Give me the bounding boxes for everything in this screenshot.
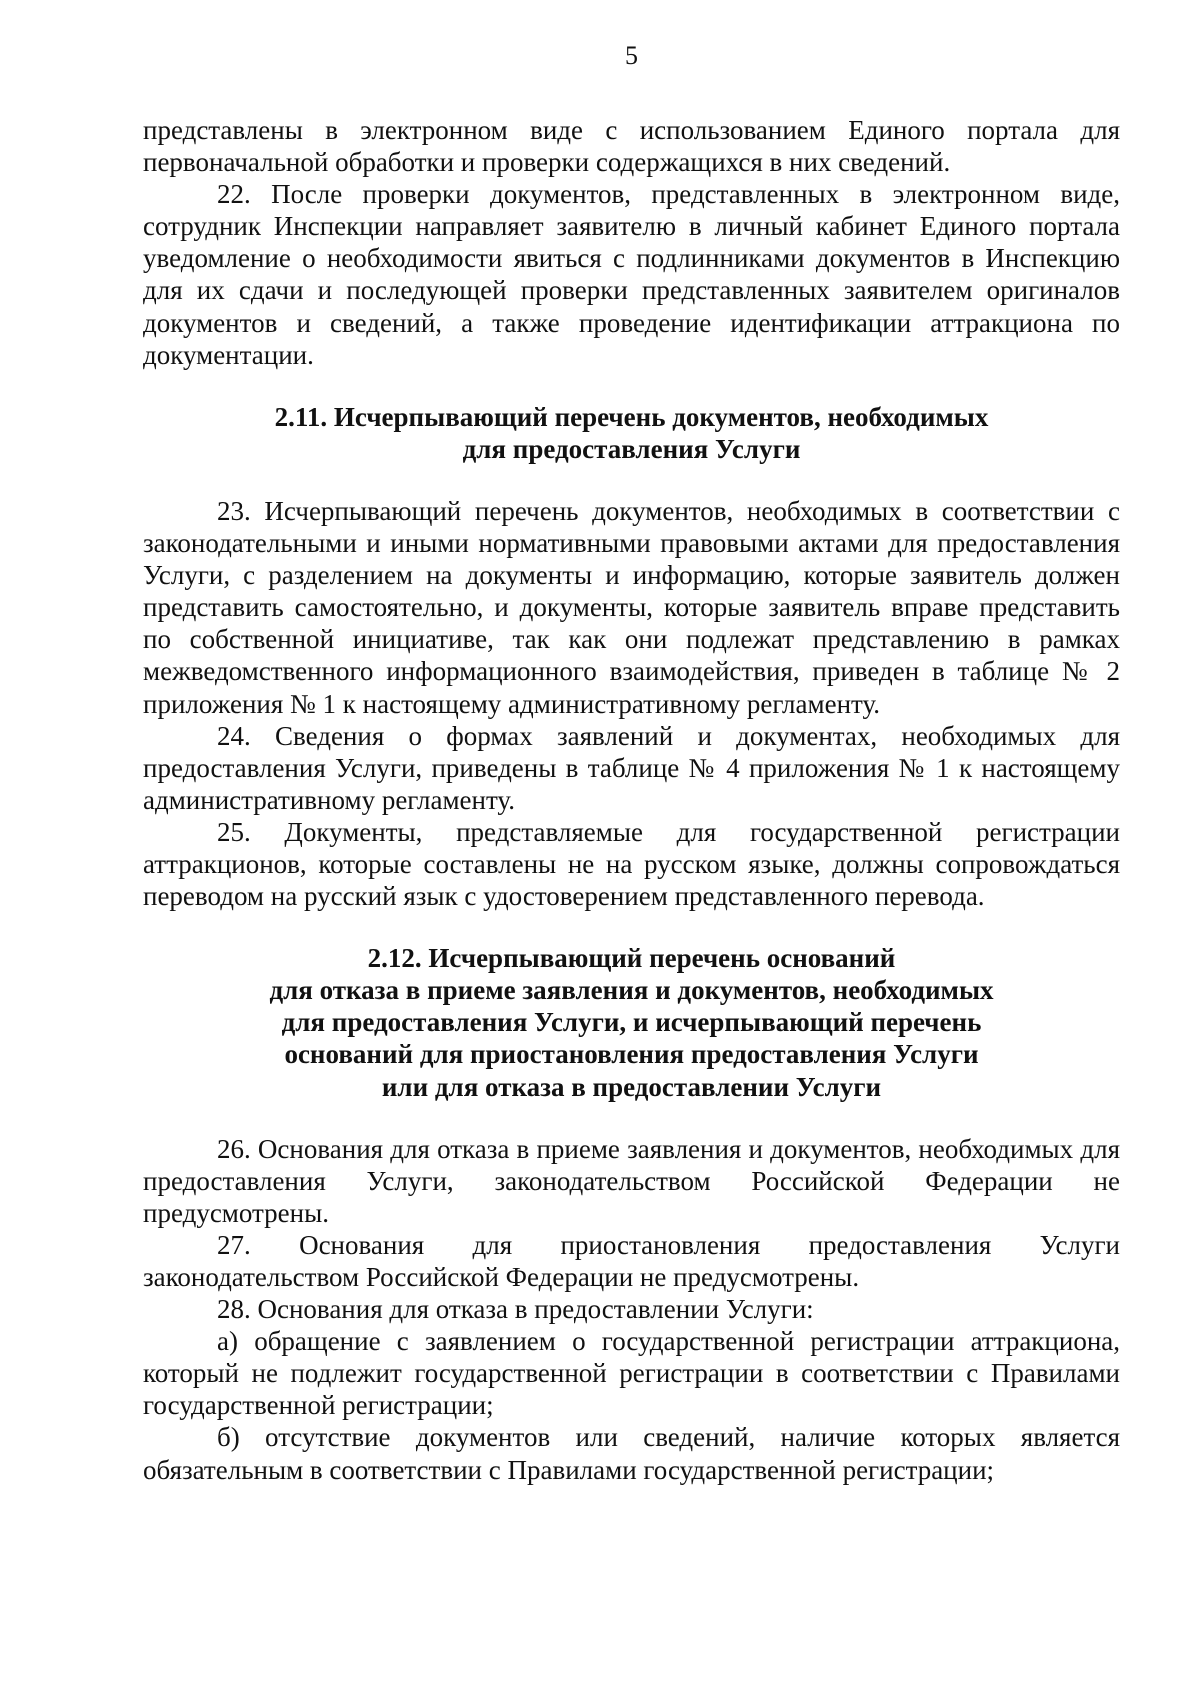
heading-line: или для отказа в предоставлении Услуги [381, 1071, 882, 1102]
paragraph-continuation: представлены в электронном виде с использованием Единого портала для первоначальной обработки и проверки содержащихся в них сведений. [143, 115, 1120, 178]
paragraph-26: 26. Основания для отказа в приеме заявления и документов, необходимых для предоставления Услуги, законодательством Российской Федерации не предусмотрены. [143, 1133, 1120, 1228]
document-page [143, 38, 1120, 1486]
paragraph-28: 28. Основания для отказа в предоставлении Услуги: [217, 1294, 814, 1325]
document-body [143, 114, 1120, 1486]
paragraph-27: 27. Основания для приостановления предоставления Услуги законодательством Российской Федерации не предусмотрены. [143, 1229, 1120, 1292]
heading-line: 2.11. Исчерпывающий перечень документов, необходимых [274, 401, 989, 432]
section-heading-2-12 [143, 942, 1120, 1102]
paragraph-25: 25. Документы, представляемые для государственной регистрации аттракционов, которые составлены не на русском языке, должны сопровождаться переводом на русский язык с удостоверением представленного перевода. [143, 816, 1120, 912]
section-heading-2-11 [143, 401, 1120, 465]
heading-line: для предоставления Услуги, и исчерпывающий перечень [281, 1007, 982, 1038]
paragraph-23: 23. Исчерпывающий перечень документов, необходимых в соответствии с законодательными и иными нормативными правовыми актами для предоставления Услуги, с разделением на документы и информацию, которые заявитель должен представить самостоятельно, и документы, которые заявитель вправе представить по собственной инициативе, так как они подлежат представлению в рамках межведомственного информационного взаимодействия, приведен в таблице № 2 приложения № 1 к настоящему административному регламенту. [143, 495, 1120, 719]
heading-line: 2.12. Исчерпывающий перечень оснований [367, 943, 896, 974]
heading-line: для отказа в приеме заявления и документов, необходимых [269, 975, 994, 1006]
heading-line: оснований для приостановления предоставления Услуги [284, 1039, 979, 1070]
paragraph-22: 22. После проверки документов, представленных в электронном виде, сотрудник Инспекции направляет заявителю в личный кабинет Единого портала уведомление о необходимости явиться с подлинниками документов в Инспекцию для их сдачи и последующей проверки представленных заявителем оригиналов документов и сведений, а также проведение идентификации аттракциона по документации. [143, 179, 1120, 370]
paragraph-28-b: б) отсутствие документов или сведений, наличие которых является обязательным в соответствии с Правилами государственной регистрации; [143, 1422, 1120, 1485]
page-number: 5 [625, 41, 638, 70]
paragraph-28-a: а) обращение с заявлением о государственной регистрации аттракциона, который не подлежит государственной регистрации в соответствии с Правилами государственной регистрации; [143, 1326, 1120, 1421]
heading-line: для предоставления Услуги [462, 433, 801, 464]
paragraph-24: 24. Сведения о формах заявлений и документах, необходимых для предоставления Услуги, приведены в таблице № 4 приложения № 1 к настоящему административному регламенту. [143, 720, 1120, 815]
